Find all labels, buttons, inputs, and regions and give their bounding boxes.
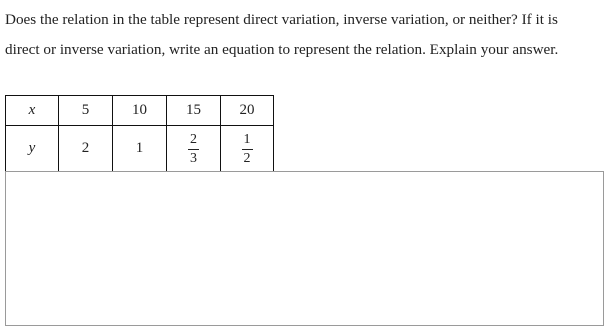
fraction-denominator: 3 bbox=[190, 151, 197, 166]
y-header-cell bbox=[6, 126, 59, 172]
relation-table bbox=[5, 95, 274, 172]
fraction-bar bbox=[242, 149, 253, 150]
table-cell: 2 bbox=[59, 126, 113, 172]
table-cell: 10 bbox=[113, 96, 167, 126]
x-variable-label: x bbox=[28, 102, 36, 118]
table-cell bbox=[167, 126, 221, 172]
table-cell: 20 bbox=[221, 96, 274, 126]
table-row-x bbox=[6, 96, 274, 126]
fraction-numerator: 1 bbox=[243, 132, 251, 147]
fraction-numerator: 2 bbox=[190, 132, 197, 147]
table-cell: 5 bbox=[59, 96, 113, 126]
question-line-1: Does the relation in the table represent direct variation, inverse variation, or neither? If it is bbox=[5, 11, 558, 28]
fraction-two-thirds bbox=[188, 133, 199, 166]
table-cell: 15 bbox=[167, 96, 221, 126]
y-variable-label: y bbox=[28, 140, 36, 156]
fraction-bar bbox=[188, 149, 199, 150]
fraction-denominator: 2 bbox=[243, 151, 251, 166]
question-text bbox=[5, 5, 601, 65]
table-cell bbox=[221, 126, 274, 172]
table-row-y bbox=[6, 126, 274, 172]
answer-text-area[interactable] bbox=[5, 171, 604, 326]
x-header-cell bbox=[6, 96, 59, 126]
question-line-2: direct or inverse variation, write an equation to represent the relation. Explain your answer. bbox=[5, 41, 559, 58]
table-cell: 1 bbox=[113, 126, 167, 172]
fraction-one-half bbox=[242, 133, 253, 166]
